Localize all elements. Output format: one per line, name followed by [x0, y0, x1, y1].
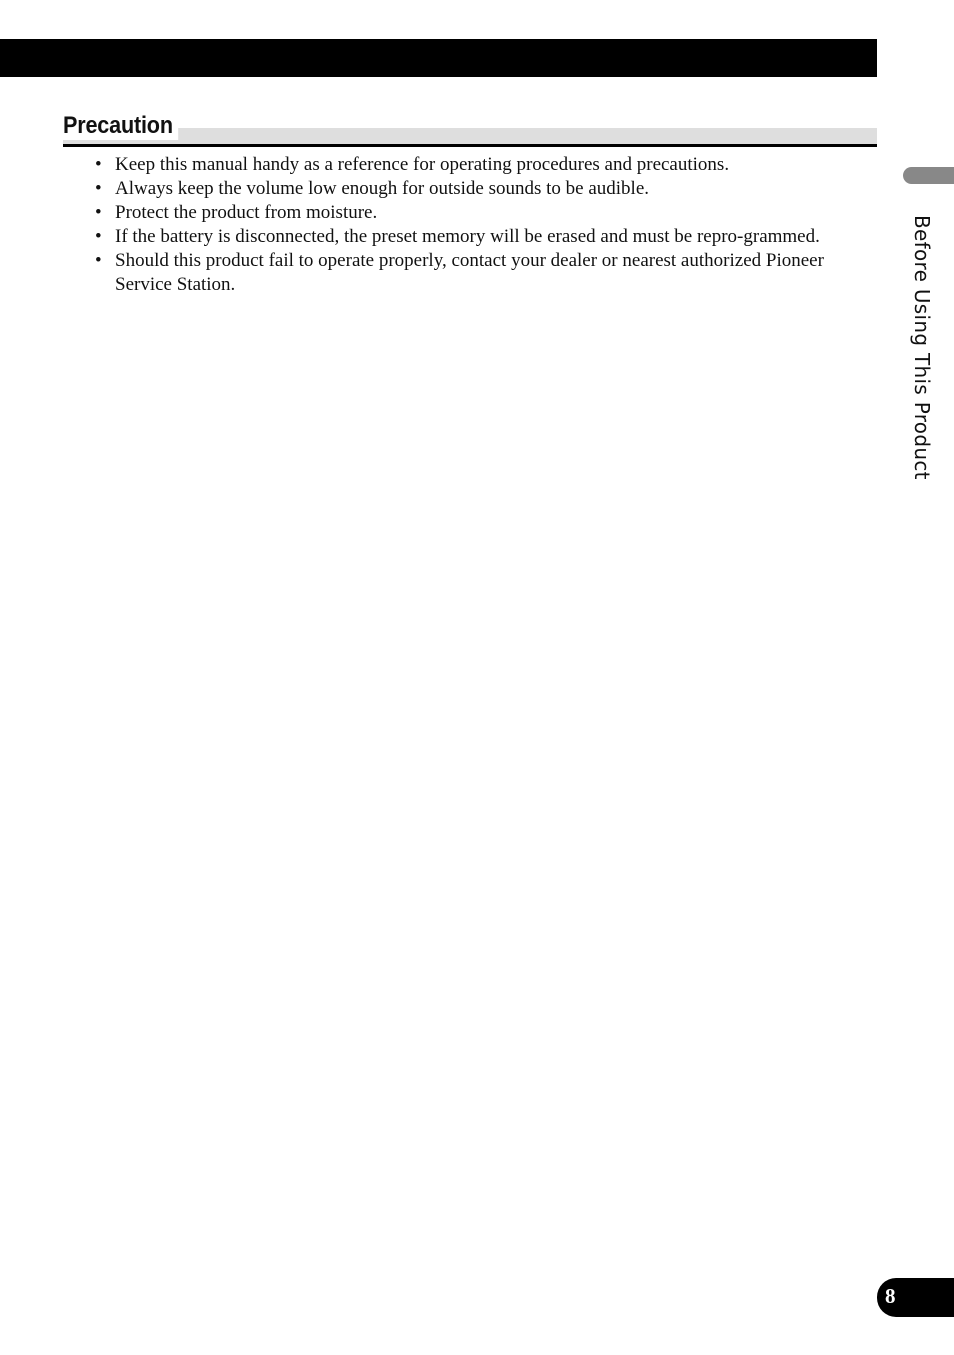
bullet-marker: •	[95, 178, 102, 199]
list-item	[95, 201, 825, 225]
bullet-marker: •	[95, 226, 102, 247]
bullet-marker: •	[95, 202, 102, 223]
section-title: Precaution	[63, 112, 178, 140]
list-item-text: If the battery is disconnected, the preset memory will be erased and must be repro-grammed.	[115, 226, 820, 247]
list-item	[95, 153, 825, 177]
list-item-text: Keep this manual handy as a reference for operating procedures and precautions.	[115, 154, 730, 175]
precaution-list	[95, 153, 825, 297]
list-item-text: Always keep the volume low enough for outside sounds to be audible.	[115, 178, 650, 199]
list-item-text: Protect the product from moisture.	[115, 202, 378, 223]
list-item	[95, 225, 825, 249]
list-item	[95, 177, 825, 201]
section-header-rule	[63, 144, 877, 147]
header-bar	[0, 39, 877, 77]
bullet-marker: •	[95, 250, 102, 271]
bullet-marker: •	[95, 154, 102, 175]
section-header	[63, 110, 877, 147]
section-header-shade	[63, 128, 877, 145]
side-section-label: Before Using This Product	[910, 215, 934, 480]
list-item-text: Should this product fail to operate properly, contact your dealer or nearest authorized Pioneer Service Station.	[115, 250, 824, 295]
list-item	[95, 249, 825, 297]
side-tab-marker	[903, 167, 954, 184]
page-number: 8	[885, 1284, 896, 1308]
